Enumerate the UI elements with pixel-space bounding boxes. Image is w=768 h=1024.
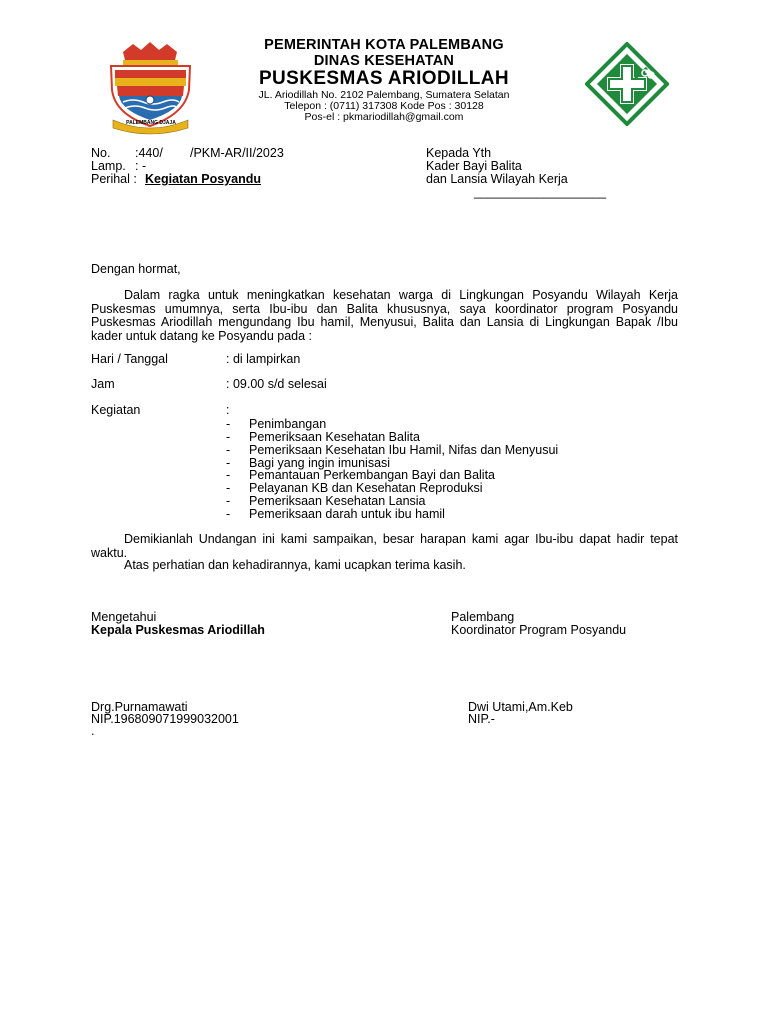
list-item: Pemeriksaan Kesehatan Ibu Hamil, Nifas dan Menyusui — [249, 443, 559, 457]
recipient-line-4: ___________________ — [474, 185, 607, 199]
list-item: Penimbangan — [249, 417, 327, 431]
list-item: Pemeriksaan Kesehatan Balita — [249, 430, 420, 444]
kegiatan-colon: : — [226, 403, 230, 417]
intro-paragraph: Dalam ragka untuk meningkatkan kesehatan warga di Lingkungan Posyandu Wilayah Kerja Puskesmas umumnya, serta Ibu-ibu dan Balita khususnya, saya koordinator program Posyandu Puskesmas Ariodillah mengundang Ibu hamil, Menyusui, Balita dan Lansia di Lingkungan Bapak /Ibu kader untuk datang ke Posyandu pada : — [91, 288, 678, 343]
meta-no-ref: /PKM-AR/II/2023 — [190, 146, 284, 160]
letterhead-department: DINAS KESEHATAN — [313, 53, 455, 69]
list-item-dash: - — [226, 456, 231, 470]
list-item: Pelayanan KB dan Kesehatan Reproduksi — [249, 481, 483, 495]
letterhead-phone: Telepon : (0711) 317308 Kode Pos : 30128 — [284, 100, 484, 112]
sig-right-title: Koordinator Program Posyandu — [451, 623, 627, 637]
list-item-dash: - — [226, 507, 231, 521]
list-item-dash: - — [226, 417, 231, 431]
letterhead-email: Pos-el : pkmariodillah@gmail.com — [304, 111, 464, 123]
list-item: Pemantauan Perkembangan Bayi dan Balita — [249, 468, 495, 482]
letterhead-institution: PUSKESMAS ARIODILLAH — [258, 68, 510, 89]
emblem-ribbon-text: PALEMBANG DJAJA — [126, 120, 176, 126]
list-item: Bagi yang ingin imunisasi — [249, 456, 391, 470]
list-item-dash: - — [226, 494, 231, 508]
hari-label: Hari / Tanggal — [91, 352, 168, 366]
hari-value: : di lampirkan — [226, 352, 301, 366]
jam-label: Jam — [91, 377, 115, 391]
list-item-dash: - — [226, 430, 231, 444]
list-item-dash: - — [226, 481, 231, 495]
sig-left-nip: NIP.196809071999032001 — [91, 712, 239, 726]
kegiatan-label: Kegiatan — [91, 403, 141, 417]
recipient-line-2: Kader Bayi Balita — [426, 159, 522, 173]
recipient-line-1: Kepada Yth — [426, 146, 492, 160]
meta-perihal-label: Perihal : — [91, 172, 137, 186]
letterhead-government: PEMERINTAH KOTA PALEMBANG — [264, 37, 504, 53]
jam-value: : 09.00 s/d selesai — [226, 377, 327, 391]
salutation: Dengan hormat, — [91, 262, 181, 276]
sig-right-nip: NIP.- — [468, 712, 495, 726]
list-item: Pemeriksaan darah untuk ibu hamil — [249, 507, 445, 521]
meta-perihal-value: Kegiatan Posyandu — [145, 172, 261, 186]
meta-no-label: No. — [91, 146, 111, 160]
closing-paragraph-1: Demikianlah Undangan ini kami sampaikan, besar harapan kami agar Ibu-ibu dapat hadir tepat waktu. — [91, 532, 678, 560]
letterhead-address: JL. Ariodillah No. 2102 Palembang, Sumatera Selatan — [258, 89, 510, 101]
meta-no-value: :440/ — [135, 146, 163, 160]
list-item-dash: - — [226, 468, 231, 482]
sig-right-name: Dwi Utami,Am.Keb — [468, 700, 573, 714]
list-item-dash: - — [226, 443, 231, 457]
sig-left-heading: Mengetahui — [91, 610, 157, 624]
meta-lamp-value: : - — [135, 159, 147, 173]
recipient-line-3: dan Lansia Wilayah Kerja — [426, 172, 568, 186]
sig-left-name: Drg.Purnamawati — [91, 700, 188, 714]
sig-left-dot: . — [91, 724, 95, 738]
sig-left-title: Kepala Puskesmas Ariodillah — [91, 623, 265, 637]
closing-paragraph-2: Atas perhatian dan kehadirannya, kami ucapkan terima kasih. — [124, 558, 466, 572]
meta-lamp-label: Lamp. — [91, 159, 126, 173]
list-item: Pemeriksaan Kesehatan Lansia — [249, 494, 426, 508]
sig-right-place: Palembang — [451, 610, 515, 624]
